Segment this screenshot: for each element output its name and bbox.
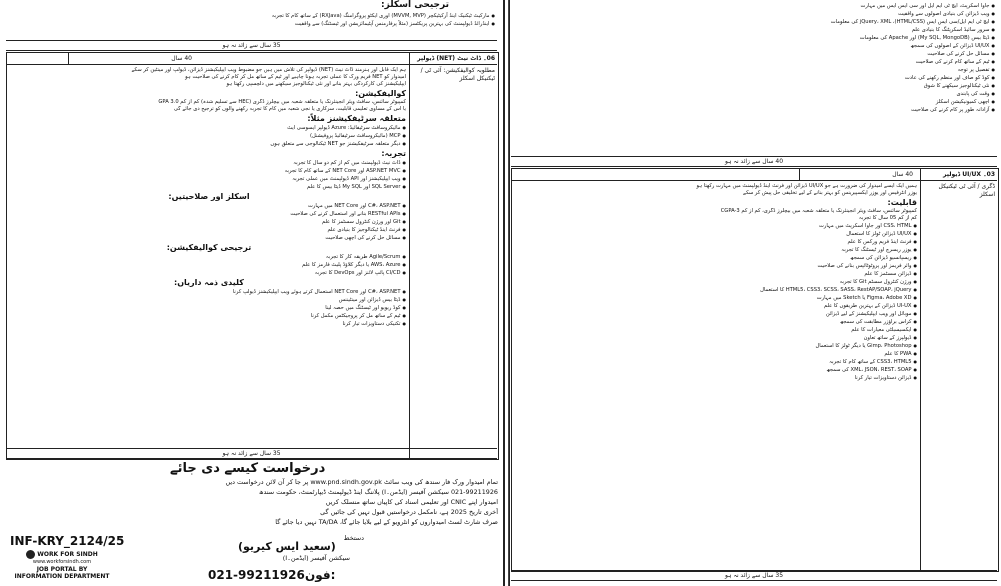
age-limit-top: 40 سال سے زائد نہ ہو bbox=[511, 156, 997, 167]
list-item: ● تکنیکی دستاویزات تیار کرنا bbox=[12, 320, 406, 328]
list-item: ● نئی ٹیکنالوجیز سیکھنے کا شوق bbox=[515, 82, 995, 90]
post-qualification: ڈگری / آئی ٹی ٹیکنیکل اسکلز bbox=[938, 183, 995, 198]
description-line: کمپیوٹر سائنس، سافٹ ویئر انجینئرنگ یا متعلقہ شعبہ میں بیچلرز ڈگری، کم از کم CGPA-3 bbox=[720, 208, 917, 214]
skills-list-continued bbox=[515, 2, 995, 114]
list-item: ● Figma، Adobe XD یا Sketch میں مہارت bbox=[517, 294, 917, 302]
logo-caption: JOB PORTAL BY bbox=[36, 566, 88, 573]
apply-line: صرف شارٹ لسٹ امیدواروں کو انٹرویو کے لیے بلایا جائے گا، TA/DA نہیں دیا جائے گا bbox=[275, 518, 498, 526]
list-item: ● SQL Server اور My SQL ڈیٹا بیس کا علم bbox=[12, 183, 406, 191]
list-item: ● سرور سائیڈ اسکرپٹنگ کا بنیادی علم bbox=[515, 26, 995, 34]
list-item: ● جاوا اسکرپٹ، ایچ ٹی ایم ایل اور سی ایس ایس میں مہارت bbox=[515, 2, 995, 10]
list-item: ● اینڈرائڈ ڈیولپمنٹ کی بہترین پریکٹسز (مثلاً پرفارمنس آپٹیمائزیشن اور ٹیسٹنگ) سے واقفیت bbox=[235, 20, 495, 28]
apply-line: امیدوار اپنے CNIC اور تعلیمی اسناد کی کاپیاں ساتھ منسلک کریں bbox=[325, 498, 498, 506]
list-item: ● کراس براؤزر مطابقت کی سمجھ bbox=[517, 318, 917, 326]
list-item: ● ڈیولپرز کے ساتھ تعاون bbox=[517, 334, 917, 342]
post-age: 40 سال bbox=[892, 171, 913, 178]
list-item: ● کوڈ ریویو اور ٹیسٹنگ میں حصہ لینا bbox=[12, 304, 406, 312]
list-item: ● CI/CD پائپ لائنز اور DevOps کا تجربہ bbox=[12, 269, 406, 277]
list-item: ● ورژن کنٹرول سسٹم Git کا تجربہ bbox=[517, 278, 917, 286]
logo-caption: INFORMATION DEPARTMENT bbox=[14, 573, 110, 580]
list-item: ● Agile/Scrum طریقہ کار کا تجربہ bbox=[12, 253, 406, 261]
qualification-heading: کوالیفکیشن: bbox=[355, 89, 406, 98]
list-item: ● یوزر ریسرچ اور ٹیسٹنگ کا تجربہ bbox=[517, 246, 917, 254]
list-item: ● ایکسیسبلٹی معیارات کا علم bbox=[517, 326, 917, 334]
table-divider bbox=[511, 180, 997, 181]
list-item: ● CSS3، HTML5 کے ساتھ کام کا تجربہ bbox=[517, 358, 917, 366]
apply-line: آخری تاریخ 2025 ہے، نامکمل درخواستیں قبول نہیں کی جائیں گی bbox=[320, 508, 498, 516]
logo-url: www.workforsindh.com bbox=[32, 559, 92, 565]
description-line: کمپیوٹر سائنس، سافٹ ویئر انجینئرنگ یا متعلقہ شعبہ میں بیچلرز ڈگری (HEC سے تسلیم شدہ) کم از کم GPA 3.0 bbox=[158, 99, 406, 105]
description-line: امیدوار کو NET فریم ورک کا عملی تجربہ ہونا چاہیے اور ٹیم کے ساتھ مل کر کام کرنے کی صلاحیت ہو bbox=[185, 74, 406, 80]
list-item: ● کوڈ کو صاف اور منظم رکھنے کی عادت bbox=[515, 74, 995, 82]
list-item: ● وقت کی پابندی bbox=[515, 90, 995, 98]
list-item: ● مسائل حل کرنے کی صلاحیت bbox=[515, 50, 995, 58]
list-item: ● ڈیزائن دستاویزات تیار کرنا bbox=[517, 374, 917, 382]
list-item: ● HTML5، CSS3، SCSS، SASS، RestAP/SOAP، jQuery کا استعمال bbox=[517, 286, 917, 294]
description-line: ہمیں ایک ایسے امیدوار کی ضرورت ہے جو UI/UX ڈیزائن اور فرنٹ اینڈ ڈیولپمنٹ میں مہارت رکھتا ہو bbox=[696, 183, 917, 189]
work-for-sindh-logo bbox=[14, 550, 110, 580]
list-item: ● CSS، HTML اور جاوا اسکرپٹ میں مہارت bbox=[517, 222, 917, 230]
column-rule bbox=[509, 0, 510, 586]
list-item: ● ویب ڈیزائن کی بنیادی اصولوں سے واقفیت bbox=[515, 10, 995, 18]
list-item: ● ڈیٹا بیس (My SQL, MongoDB) اور Apache کی معلومات bbox=[515, 34, 995, 42]
description-line: یا اس کے مساوی تعلیمی قابلیت، سرکاری یا نجی شعبہ میں کام کا تجربہ رکھنے والوں کو ترجیح دی جائے گی bbox=[173, 106, 406, 112]
qualification-heading: قابلیت: bbox=[887, 198, 917, 207]
list-item: ● ٹیم کے ساتھ مل کر پروجیکٹس مکمل کرنا bbox=[12, 312, 406, 320]
description-line: یوزر انٹرفیس اور یوزر ایکسپیرینس کو بہتر بنانے کے لیے تخلیقی حل پیش کر سکے bbox=[743, 190, 917, 196]
list-item: ● ویب ایپلیکیشنز اور API ڈیولپمنٹ میں عملی تجربہ bbox=[12, 175, 406, 183]
signature-name: (سعید ایس کیریو) bbox=[238, 540, 336, 553]
list-item: ● دیگر متعلقہ سرٹیفکیشنز جو NET ٹیکنالوجی سے متعلق ہوں bbox=[12, 140, 406, 148]
list-item: ● ریسپانسیو ڈیزائن کی سمجھ bbox=[517, 254, 917, 262]
description-line: کم از کم 05 سال کا تجربہ bbox=[858, 215, 917, 221]
post-qualification: مطلوبہ کوالیفکیشن: آئی ٹی / ٹیکنیکل اسکلز bbox=[420, 67, 495, 82]
list-item: ● UI-UX ڈیزائن کے بہترین طریقوں کا علم bbox=[517, 302, 917, 310]
list-item: ● XML، JSON، REST، SOAP کی سمجھ bbox=[517, 366, 917, 374]
list-item: ● UI/UX ڈیزائن ٹولز کا استعمال bbox=[517, 230, 917, 238]
certification-heading: متعلقہ سرٹیفکیشنز مثلاً: bbox=[307, 114, 406, 123]
list-item: ● وائر فریمز اور پروٹوٹائپس بنانے کی صلاحیت bbox=[517, 262, 917, 270]
list-item: ● مارکیٹ ٹیکنیک اینڈ آرکیٹیکچر (MVVM, MVP) اوری ایکٹو پروگرامنگ (RXJava) کے ساتھ کام کا تجربہ bbox=[235, 12, 495, 20]
age-limit-bottom: 35 سال سے زائد نہ ہو bbox=[6, 448, 497, 459]
list-item: ● اچھی کمیونیکیشن اسکلز bbox=[515, 98, 995, 106]
list-item: ● فرنٹ اینڈ فریم ورکس کا علم bbox=[517, 238, 917, 246]
list-item: ● ASP.NET MVC اور NET Core کے ساتھ کام کا تجربہ bbox=[12, 167, 406, 175]
duties-heading: کلیدی ذمہ داریاں: bbox=[174, 278, 244, 287]
description-line: ہم ایک قابل اور ہنرمند ڈاٹ نیٹ (NET) ڈیولپر کی تلاش میں ہیں جو مضبوط ویب ایپلیکیشنز ڈیزائن، ڈیولپ اور مینٹین کر سکے bbox=[131, 67, 406, 73]
phone-label: فون: bbox=[305, 568, 336, 582]
list-item: ● فرنٹ اینڈ ٹیکنالوجیز کا بنیادی علم bbox=[12, 226, 406, 234]
phone-number: 021-99211926 bbox=[208, 568, 305, 582]
list-item: ● مائیکروسافٹ سرٹیفائیڈ: Azure ڈیولپر ایسوسی ایٹ bbox=[12, 124, 406, 132]
job-description bbox=[12, 67, 406, 328]
table-divider bbox=[920, 168, 921, 570]
experience-heading: تجربہ: bbox=[381, 149, 406, 158]
reference-code: INF-KRY_2124/25 bbox=[10, 534, 125, 548]
preferred-qualification-heading: ترجیحی کوالیفکیشن: bbox=[166, 243, 252, 252]
apply-line: 021-99211926 سیکشن آفیسر (ایڈمن۔I) پلاننگ اینڈ ڈیولپمنٹ ڈیپارٹمنٹ، حکومت سندھ bbox=[259, 488, 498, 496]
list-item: ● AWS، Azure یا دیگر کلاؤڈ پلیٹ فارمز کا علم bbox=[12, 261, 406, 269]
age-limit-top: 35 سال سے زائد نہ ہو bbox=[6, 40, 497, 51]
post-title: 06۔ ڈاٹ نیٹ (NET) ڈیولپر bbox=[417, 55, 495, 62]
job-description bbox=[517, 183, 917, 382]
table-divider bbox=[409, 52, 410, 458]
list-item: ● Gimp، Photoshop یا دیگر ٹولز کا استعمال bbox=[517, 342, 917, 350]
logo-icon bbox=[26, 550, 35, 559]
description-line: ایپلیکیشنز کی کارکردگی بہتر بنانے اور نئی ٹیکنالوجیز سیکھنے میں دلچسپی رکھتا ہو bbox=[226, 81, 406, 87]
table-divider bbox=[6, 64, 497, 65]
logo-text: WORK FOR SINDH bbox=[37, 551, 98, 558]
list-item: ● ٹیم کے ساتھ کام کرنے کی صلاحیت bbox=[515, 58, 995, 66]
age-limit-bottom: 35 سال سے زائد نہ ہو bbox=[511, 570, 997, 581]
list-item: ● C#، ASP.NET اور NET Core میں مہارت bbox=[12, 202, 406, 210]
list-item: ● آزادانہ طور پر کام کرنے کی صلاحیت bbox=[515, 106, 995, 114]
list-item: ● MCP (مائیکروسافٹ سرٹیفائیڈ پروفیشنل) bbox=[12, 132, 406, 140]
officer-title: سیکشن آفیسر (ایڈمن۔I) bbox=[282, 554, 350, 562]
preferred-skills-list bbox=[235, 12, 495, 28]
list-item: ● RESTful APIs بنانے اور استعمال کرنے کی صلاحیت bbox=[12, 210, 406, 218]
post-age: 40 سال bbox=[171, 55, 192, 62]
list-item: ● ڈاٹ نیٹ ڈیولپمنٹ میں کم از کم دو سال کا تجربہ bbox=[12, 159, 406, 167]
list-item: ● موبائل اور ویب ایپلیکیشنز کے لیے ڈیزائن bbox=[517, 310, 917, 318]
table-divider bbox=[799, 168, 800, 180]
list-item: ● Git اور ورژن کنٹرول سسٹمز کا علم bbox=[12, 218, 406, 226]
signature-label: دستخط bbox=[343, 534, 364, 542]
post-title: 03۔ UI/UX ڈیولپر bbox=[943, 171, 995, 178]
list-item: ● ایچ ٹی ایم ایل/سی ایس ایس (HTML/CSS)، jQuery، XML کی معلومات bbox=[515, 18, 995, 26]
list-item: ● PWA کا علم bbox=[517, 350, 917, 358]
apply-line: تمام امیدوار ورک فار سندھ کی ویب سائٹ www.pnd.sindh.gov.pk پر جا کر آن لائن درخواست دیں bbox=[225, 478, 498, 486]
list-item: ● ڈیٹا بیس ڈیزائن اور مینٹیننس bbox=[12, 296, 406, 304]
list-item: ● تفصیل پر توجہ bbox=[515, 66, 995, 74]
list-item: ● ڈیزائن سسٹمز کا علم bbox=[517, 270, 917, 278]
list-item: ● UI/UX ڈیزائن کے اصولوں کی سمجھ bbox=[515, 42, 995, 50]
apply-heading: درخواست کیسے دی جائے bbox=[170, 461, 326, 476]
list-item: ● مسائل حل کرنے کی اچھی صلاحیت bbox=[12, 234, 406, 242]
list-item: ● C#، ASP.NET اور NET Core استعمال کرتے ہوئے ویب ایپلیکیشنز ڈیولپ کرنا bbox=[12, 288, 406, 296]
right-column bbox=[508, 0, 1001, 586]
preferred-skills-heading: ترجیحی اسکلز: bbox=[381, 0, 449, 10]
table-divider bbox=[68, 52, 69, 64]
skills-heading: اسکلز اور صلاحیتیں: bbox=[168, 192, 250, 201]
